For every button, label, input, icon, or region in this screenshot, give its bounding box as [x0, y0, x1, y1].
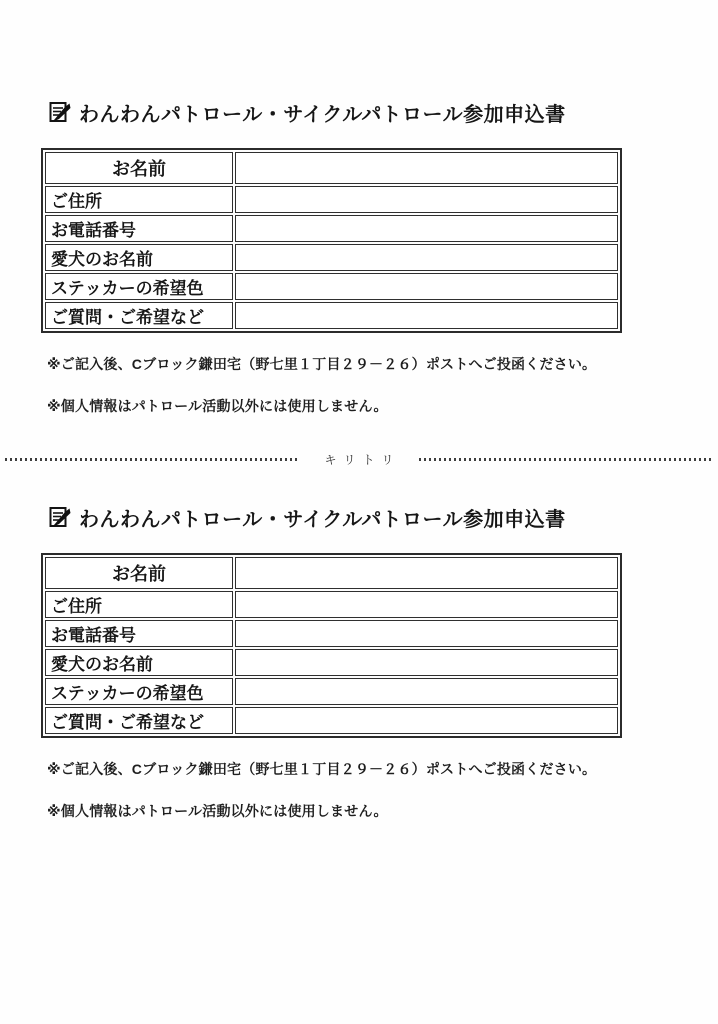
- field-label-address: ご住所: [45, 186, 233, 213]
- field-value-questions: [235, 302, 618, 329]
- table-row: [45, 152, 618, 184]
- field-label-questions: ご質問・ご希望など: [45, 707, 233, 734]
- field-value-sticker-color: [235, 273, 618, 300]
- cut-line-label: キリトリ: [324, 452, 401, 467]
- field-label-dog-name: 愛犬のお名前: [45, 649, 233, 676]
- table-row: [45, 707, 618, 734]
- table-row: [45, 186, 618, 213]
- table-row: [45, 678, 618, 705]
- memo-pencil-icon: [48, 505, 72, 529]
- table-row: [45, 620, 618, 647]
- field-value-questions: [235, 707, 618, 734]
- table-row: [45, 649, 618, 676]
- application-form-1: [0, 98, 718, 416]
- note-submission: ※ご記入後、Cブロック鎌田宅（野七里１丁目２９－２６）ポストへご投函ください。: [47, 356, 597, 372]
- field-label-sticker-color: ステッカーの希望色: [45, 273, 233, 300]
- memo-pencil-icon: [48, 100, 72, 124]
- field-value-phone: [235, 620, 618, 647]
- application-table: [41, 148, 622, 333]
- field-value-phone: [235, 215, 618, 242]
- field-label-name: お名前: [45, 557, 233, 589]
- form-title: わんわんパトロール・サイクルパトロール参加申込書: [79, 103, 566, 126]
- table-row: [45, 244, 618, 271]
- note-privacy: ※個人情報はパトロール活動以外には使用しません。: [47, 803, 388, 819]
- field-label-dog-name: 愛犬のお名前: [45, 244, 233, 271]
- field-label-phone: お電話番号: [45, 215, 233, 242]
- form-title-row: [48, 503, 718, 531]
- table-row: [45, 591, 618, 618]
- field-value-name: [235, 557, 618, 589]
- field-value-dog-name: [235, 649, 618, 676]
- field-value-sticker-color: [235, 678, 618, 705]
- form-title: わんわんパトロール・サイクルパトロール参加申込書: [79, 508, 566, 531]
- note-submission: ※ご記入後、Cブロック鎌田宅（野七里１丁目２９－２６）ポストへご投函ください。: [47, 761, 597, 777]
- field-value-address: [235, 591, 618, 618]
- application-form-2: [0, 503, 718, 821]
- application-table: [41, 553, 622, 738]
- cut-line-dots-right: [419, 458, 714, 461]
- field-label-name: お名前: [45, 152, 233, 184]
- field-label-address: ご住所: [45, 591, 233, 618]
- form-notes: [47, 354, 718, 416]
- field-label-phone: お電話番号: [45, 620, 233, 647]
- form-title-row: [48, 98, 718, 126]
- cut-line: [0, 451, 718, 467]
- table-row: [45, 273, 618, 300]
- table-row: [45, 302, 618, 329]
- field-label-questions: ご質問・ご希望など: [45, 302, 233, 329]
- field-value-address: [235, 186, 618, 213]
- cut-line-dots-left: [5, 458, 300, 461]
- table-row: [45, 557, 618, 589]
- form-notes: [47, 759, 718, 821]
- field-label-sticker-color: ステッカーの希望色: [45, 678, 233, 705]
- field-value-dog-name: [235, 244, 618, 271]
- table-row: [45, 215, 618, 242]
- note-privacy: ※個人情報はパトロール活動以外には使用しません。: [47, 398, 388, 414]
- field-value-name: [235, 152, 618, 184]
